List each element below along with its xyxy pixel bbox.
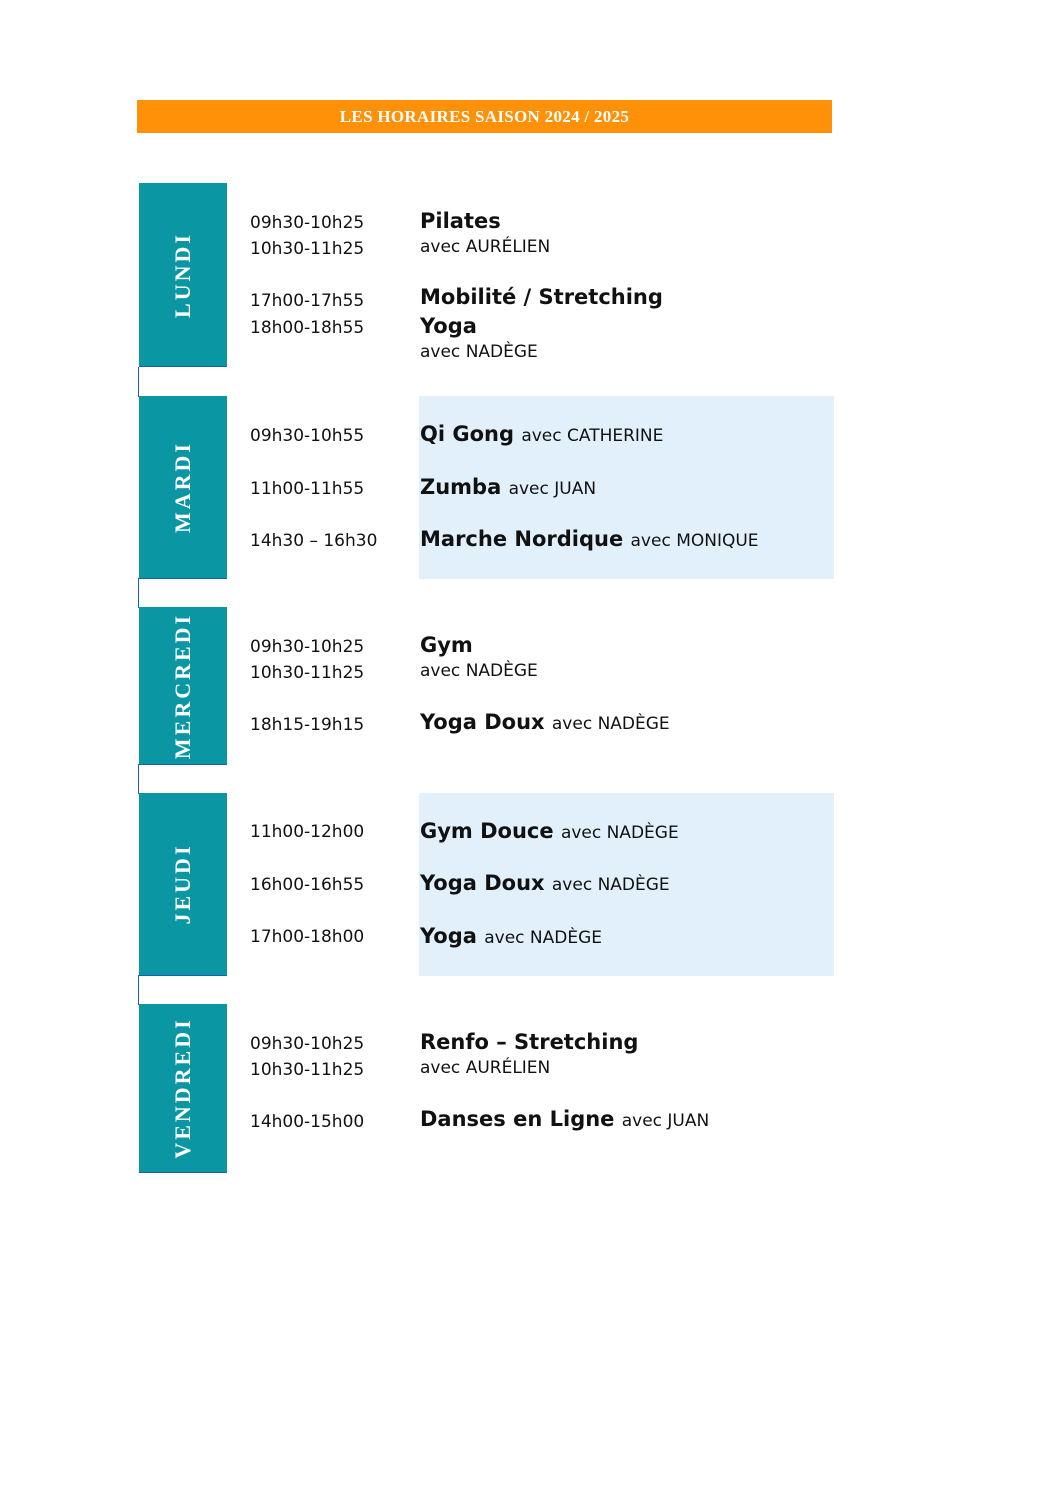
time-slot: 10h30-11h25 xyxy=(250,239,365,259)
divider xyxy=(138,578,139,608)
instructor: avec AURÉLIEN xyxy=(420,1058,551,1078)
activity-name: Yoga xyxy=(420,314,477,338)
instructor: avec NADÈGE xyxy=(484,928,603,948)
day-label: JEUDI xyxy=(170,843,195,925)
day-tab-mercredi xyxy=(139,607,227,765)
activity-name: Renfo – Stretching xyxy=(420,1030,639,1054)
activity-name: Yoga Doux xyxy=(420,871,545,895)
activity-line xyxy=(420,527,759,553)
activity-name: Yoga xyxy=(420,924,477,948)
activity-name: Qi Gong xyxy=(420,422,515,446)
instructor: avec CATHERINE xyxy=(521,426,664,446)
page-title: LES HORAIRES SAISON 2024 / 2025 xyxy=(137,100,832,133)
divider xyxy=(138,367,139,397)
activity-name: Danses en Ligne xyxy=(420,1107,615,1131)
time-slot: 11h00-11h55 xyxy=(250,479,365,499)
instructor: avec AURÉLIEN xyxy=(420,237,551,257)
activity-line xyxy=(420,422,663,448)
activity-name: Yoga Doux xyxy=(420,710,545,734)
time-slot: 16h00-16h55 xyxy=(250,875,365,895)
time-slot: 17h00-18h00 xyxy=(250,927,365,947)
instructor: avec NADÈGE xyxy=(551,714,670,734)
time-slot: 18h15-19h15 xyxy=(250,715,365,735)
activity-line xyxy=(420,871,670,897)
instructor: avec NADÈGE xyxy=(560,823,679,843)
activity-name: Marche Nordique xyxy=(420,527,624,551)
instructor: avec JUAN xyxy=(508,479,597,499)
instructor: avec NADÈGE xyxy=(420,342,538,362)
day-tab-jeudi xyxy=(139,793,227,976)
instructor: avec NADÈGE xyxy=(551,875,670,895)
instructor: avec MONIQUE xyxy=(630,531,759,551)
day-tab-mardi xyxy=(139,396,227,579)
activity-name: Gym xyxy=(420,633,473,657)
day-tab-vendredi xyxy=(139,1004,227,1173)
instructor: avec NADÈGE xyxy=(420,661,538,681)
day-label: MARDI xyxy=(170,441,195,533)
activity-line xyxy=(420,475,596,501)
divider xyxy=(138,975,139,1005)
time-slot: 09h30-10h25 xyxy=(250,1034,365,1054)
activity-name: Gym Douce xyxy=(420,819,554,843)
activity-line xyxy=(420,819,679,845)
day-tab-lundi xyxy=(139,183,227,367)
time-slot: 09h30-10h55 xyxy=(250,426,365,446)
time-slot: 10h30-11h25 xyxy=(250,663,365,683)
time-slot: 14h30 – 16h30 xyxy=(250,531,378,551)
time-slot: 09h30-10h25 xyxy=(250,213,365,233)
time-slot: 17h00-17h55 xyxy=(250,291,365,311)
activity-line xyxy=(420,710,670,736)
activity-name: Pilates xyxy=(420,209,501,233)
time-slot: 14h00-15h00 xyxy=(250,1112,365,1132)
day-label: VENDREDI xyxy=(170,1017,195,1159)
time-slot: 18h00-18h55 xyxy=(250,318,365,338)
time-slot: 10h30-11h25 xyxy=(250,1060,365,1080)
activity-line xyxy=(420,1107,709,1133)
day-label: LUNDI xyxy=(170,231,195,318)
time-slot: 09h30-10h25 xyxy=(250,637,365,657)
activity-line xyxy=(420,924,602,950)
time-slot: 11h00-12h00 xyxy=(250,822,365,842)
instructor: avec JUAN xyxy=(621,1111,710,1131)
activity-name: Mobilité / Stretching xyxy=(420,285,663,309)
divider xyxy=(138,764,139,794)
activity-name: Zumba xyxy=(420,475,502,499)
day-label: MERCREDI xyxy=(170,612,195,759)
